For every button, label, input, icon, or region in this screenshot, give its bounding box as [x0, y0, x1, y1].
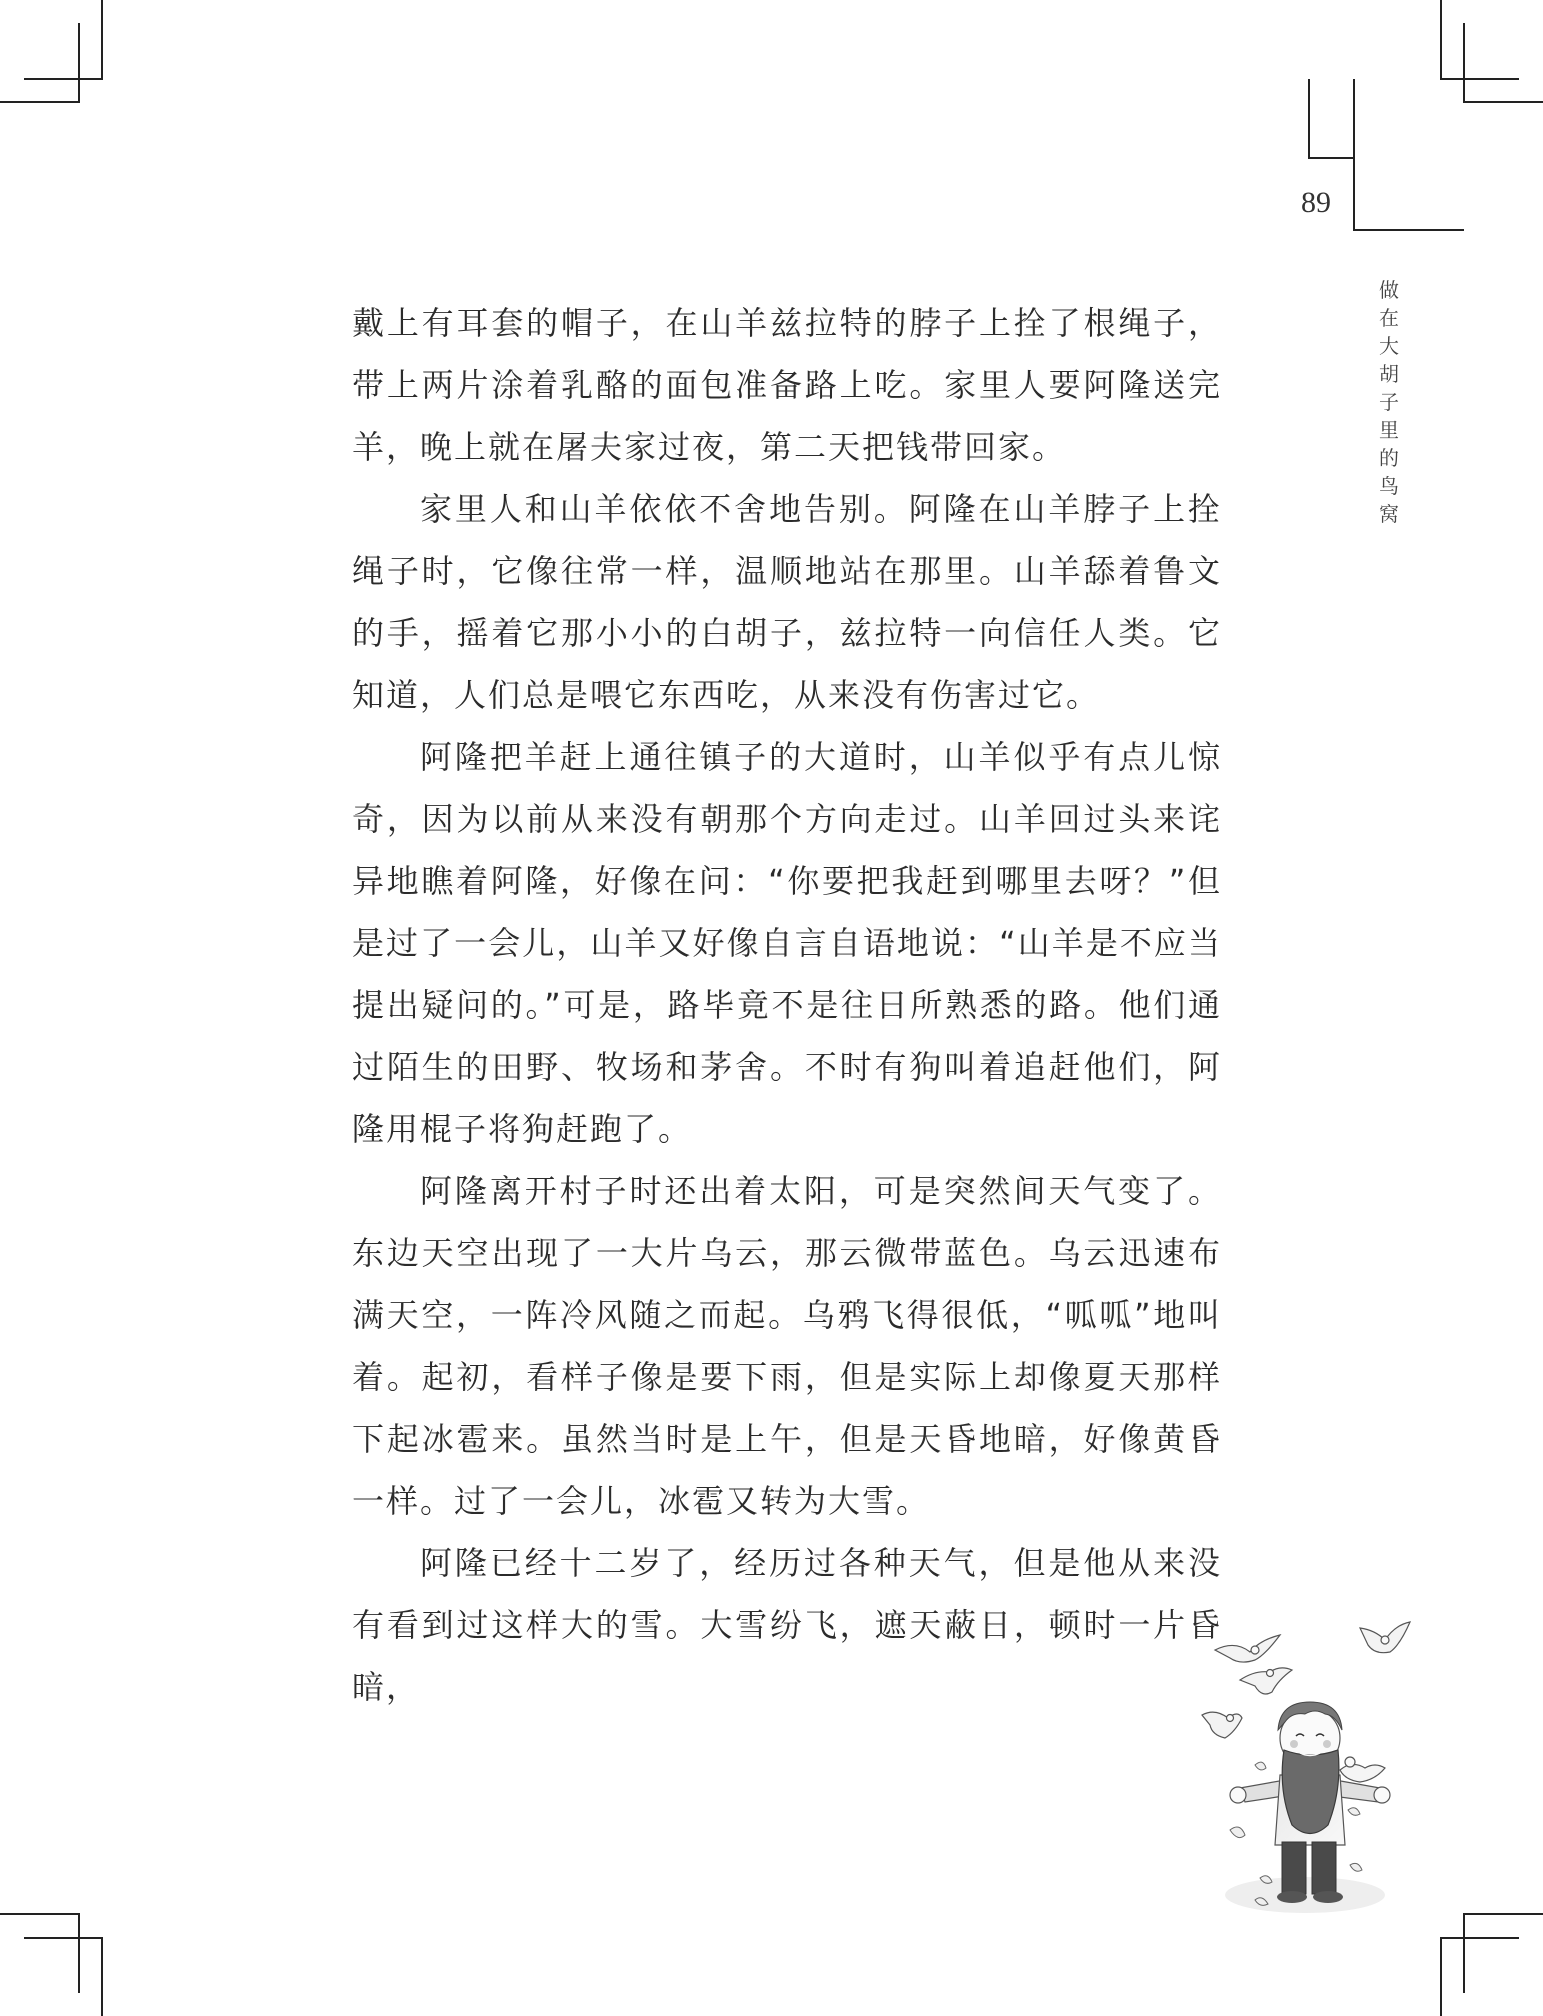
- crop-mark-bottom-right: [1440, 1937, 1442, 2016]
- header-bracket: [1353, 79, 1355, 230]
- paragraph: 阿隆离开村子时还出着太阳，可是突然间天气变了。东边天空出现了一大片乌云，那云微带蓝色。乌云迅速布满天空，一阵冷风随之而起。乌鸦飞得很低，“呱呱”地叫着。起初，看样子像是要下雨，但是实际上却像夏天那样下起冰雹来。虽然当时是上午，但是天昏地暗，好像黄昏一样。过了一会儿，冰雹又转为大雪。: [352, 1172, 1222, 1520]
- running-title-char: 大: [1379, 334, 1399, 358]
- crop-mark-top-right: [1440, 0, 1442, 79]
- crop-mark-top-right: [1463, 23, 1465, 103]
- running-title: [1374, 276, 1404, 528]
- crop-mark-bottom-right: [1463, 1913, 1465, 1993]
- paragraph: 家里人和山羊依依不舍地告别。阿隆在山羊脖子上拴绳子时，它像往常一样，温顺地站在那里。山羊舔着鲁文的手，摇着它那小小的白胡子，兹拉特一向信任人类。它知道，人们总是喂它东西吃，从来没有伤害过它。: [352, 490, 1222, 714]
- crop-mark-bottom-right: [1440, 1937, 1519, 1939]
- running-title-char: 里: [1379, 418, 1399, 442]
- bird-icon: [1340, 1757, 1385, 1782]
- crop-mark-top-right: [1463, 101, 1543, 103]
- crop-mark-bottom-left: [0, 1913, 80, 1915]
- crop-mark-bottom-left: [101, 1937, 103, 2016]
- crop-mark-bottom-left: [24, 1937, 103, 1939]
- paragraph: 阿隆已经十二岁了，经历过各种天气，但是他从来没有看到过这样大的雪。大雪纷飞，遮天蔽日，顿时一片昏暗，: [352, 1544, 1222, 1706]
- body-text: [352, 292, 1222, 1718]
- bearded-man-with-birds-illustration: [1200, 1610, 1430, 1920]
- running-title-char: 在: [1379, 306, 1399, 330]
- bird-icon: [1202, 1712, 1242, 1738]
- crop-mark-top-left: [0, 101, 80, 103]
- page-number: 89: [1301, 186, 1331, 219]
- running-title-char: 鸟: [1379, 474, 1399, 498]
- header-bracket: [1353, 229, 1464, 231]
- bird-icon: [1360, 1622, 1410, 1653]
- paragraph: 阿隆把羊赶上通往镇子的大道时，山羊似乎有点儿惊奇，因为以前从来没有朝那个方向走过。山羊回过头来诧异地瞧着阿隆，好像在问：“你要把我赶到哪里去呀？”但是过了一会儿，山羊又好像自言自语地说：“山羊是不应当提出疑问的。”可是，路毕竟不是往日所熟悉的路。他们通过陌生的田野、牧场和茅舍。不时有狗叫着追赶他们，阿隆用棍子将狗赶跑了。: [352, 738, 1222, 1148]
- header-bracket: [1308, 157, 1354, 159]
- bird-icon: [1240, 1668, 1292, 1694]
- crop-mark-top-left: [24, 78, 103, 80]
- running-title-char: 窝: [1379, 502, 1399, 526]
- running-title-char: 子: [1379, 390, 1399, 414]
- crop-mark-bottom-left: [78, 1913, 80, 1993]
- running-title-char: 的: [1379, 446, 1399, 470]
- running-title-char: 胡: [1379, 362, 1399, 386]
- header-bracket: [1308, 79, 1310, 158]
- crop-mark-top-right: [1440, 78, 1519, 80]
- illustration-svg: [1200, 1610, 1430, 1920]
- paragraph: 戴上有耳套的帽子，在山羊兹拉特的脖子上拴了根绳子，带上两片涂着乳酪的面包准备路上吃。家里人要阿隆送完羊，晚上就在屠夫家过夜，第二天把钱带回家。: [352, 304, 1222, 466]
- bird-icon: [1215, 1635, 1280, 1662]
- crop-mark-top-left: [101, 0, 103, 79]
- crop-mark-top-left: [78, 23, 80, 103]
- running-title-char: 做: [1379, 278, 1399, 302]
- crop-mark-bottom-right: [1463, 1913, 1543, 1915]
